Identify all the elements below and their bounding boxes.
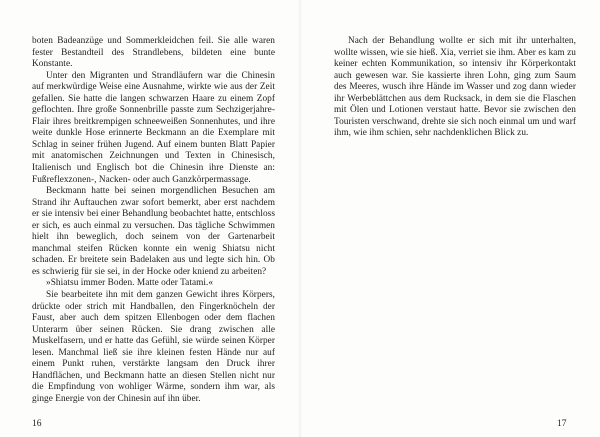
page-number-left: 16 <box>32 419 42 429</box>
paragraph: Sie bearbeitete ihn mit dem ganzen Gewicht ihres Körpers, drückte oder strich mit Handballen, den Fingerknöcheln der Faust, aber auch dem spitzen Ellenbogen oder dem flachen Unterarm über seinen Rücken. Sie drang zwischen alle Muskelfasern, und er hatte das Gefühl, sie würde seinen Körper lesen. Manchmal ließ sie ihre kleinen festen Hände nur auf einem Punkt ruhen, verstärkte langsam den Druck ihrer Handflächen, und Beckmann hatte an diesen Stellen nicht nur die Empfindung von wohliger Wärme, sondern ihm war, als ginge Energie von der Chinesin auf ihn über. <box>32 290 275 404</box>
right-page <box>300 0 600 437</box>
paragraph: »Shiatsu immer Boden. Matte oder Tatami.« <box>46 278 214 289</box>
right-page-text <box>334 36 576 140</box>
paragraph: Nach der Behandlung wollte er sich mit ihr unterhalten, wollte wissen, wie sie hieß. Xia, verriet sie ihm. Aber es kam zu keiner echten Kommunikation, so intensiv ihr Körperkontakt auch gewesen war. Sie kassierte ihren Lohn, ging zum Saum des Meeres, wusch ihre Hände im Wasser und zog dann wieder ihr Werbeblättchen aus dem Rucksack, in dem sie die Flaschen mit Ölen und Lotionen verstaut hatte. Bevor sie zwischen den Touristen verschwand, drehte sie sich noch einmal um und warf ihm, wie ihm schien, sehr nachdenklichen Blick zu. <box>334 36 576 139</box>
page-number-right: 17 <box>557 419 567 429</box>
paragraph: Unter den Migranten und Strandläufern war die Chinesin auf merkwürdige Weise eine Ausnahme, wirkte wie aus der Zeit gefallen. Sie hatte die langen schwarzen Haare zu einem Zopf geflochten. Ihre große Sonnenbrille passte zum Sechzigerjahre-Flair ihres breitkrempigen schneeweißen Sonnenhutes, und ihre weite dunkle Hose erinnerte Beckmann an die Exemplare mit Schlag in seiner frühen Jugend. Auf einem bunten Blatt Papier mit anatomischen Zeichnungen und Texten in Chinesisch, Italienisch und Englisch bot die Chinesin ihre Dienste an: Fußreflexzonen-, Nacken- oder auch Ganzkörpermassage. <box>32 70 275 185</box>
left-page-text <box>32 36 275 406</box>
paragraph: boten Badeanzüge und Sommerkleidchen feil. Sie alle waren fester Bestandteil des Strandlebens, bildeten eine bunte Konstante. <box>32 36 275 70</box>
paragraph: Beckmann hatte bei seinen morgendlichen Besuchen am Strand ihr Auftauchen zwar sofort bemerkt, aber erst nachdem er sie intensiv bei einer Behandlung beobachtet hatte, entschloss er sich, es auch einmal zu versuchen. Das tägliche Schwimmen hielt ihn beweglich, doch seinem von der Gartenarbeit manchmal steifen Rücken konnte ein wenig Shiatsu nicht schaden. Er breitete sein Badelaken aus und legte sich hin. Ob es schwierig für sie sei, in der Hocke oder kniend zu arbeiten? <box>32 186 275 277</box>
